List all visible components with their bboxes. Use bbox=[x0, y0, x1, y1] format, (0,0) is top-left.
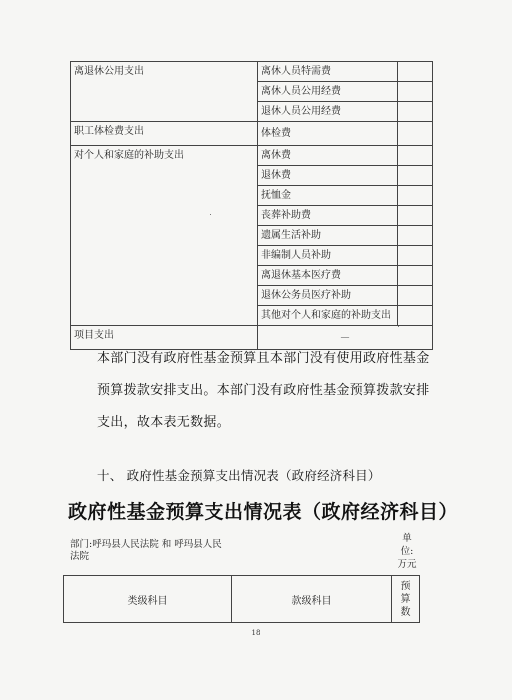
item-cell: 退休公务员医疗补助 bbox=[258, 286, 398, 306]
category-cell: 对个人和家庭的补助支出 bbox=[71, 146, 258, 326]
item-cell: 离休人员公用经费 bbox=[258, 82, 398, 102]
scan-speck bbox=[398, 326, 399, 327]
department-label: 部门:呼玛县人民法院 和 呼玛县人民法院 bbox=[70, 539, 222, 562]
value-cell bbox=[398, 146, 433, 166]
value-cell bbox=[398, 62, 433, 82]
item-cell: 丧葬补助费 bbox=[258, 206, 398, 226]
budget-header-text: 预算数 bbox=[400, 580, 411, 618]
page-number: 18 bbox=[251, 629, 261, 637]
item-cell: 离休人员特需费 bbox=[258, 62, 398, 82]
item-cell: 离退休基本医疗费 bbox=[258, 266, 398, 286]
item-cell: 退休人员公用经费 bbox=[258, 102, 398, 122]
category-cell: 职工体检费支出 bbox=[71, 122, 258, 146]
table-header-row bbox=[64, 576, 420, 623]
value-cell bbox=[398, 82, 433, 102]
item-cell: 离休费 bbox=[258, 146, 398, 166]
value-cell bbox=[398, 286, 433, 306]
section-heading: 十、 政府性基金预算支出情况表（政府经济科目） bbox=[97, 468, 381, 483]
scan-speck bbox=[210, 214, 211, 215]
paragraph-line: 本部门没有政府性基金预算且本部门没有使用政府性基金 bbox=[97, 351, 430, 366]
value-cell bbox=[398, 122, 433, 146]
fund-expenditure-table bbox=[63, 575, 420, 623]
value-cell bbox=[398, 166, 433, 186]
expenditure-table bbox=[70, 61, 433, 350]
column-header-budget bbox=[392, 576, 420, 623]
table-row bbox=[71, 146, 433, 166]
paragraph-line: 预算拨款安排支出。本部门没有政府性基金预算拨款安排 bbox=[97, 383, 430, 398]
item-cell: 体检费 bbox=[258, 122, 398, 146]
item-cell: 遗属生活补助 bbox=[258, 226, 398, 246]
category-cell: 离退休公用支出 bbox=[71, 62, 258, 122]
item-cell: 退休费 bbox=[258, 166, 398, 186]
item-cell: 抚恤金 bbox=[258, 186, 398, 206]
paragraph-line: 支出，故本表无数据。 bbox=[97, 415, 231, 430]
value-cell bbox=[398, 266, 433, 286]
table-title: 政府性基金预算支出情况表（政府经济科目） bbox=[68, 501, 459, 523]
value-cell bbox=[398, 306, 433, 326]
explanation-paragraph bbox=[97, 343, 430, 439]
project-expenditure-label: 项目支出 bbox=[71, 326, 258, 350]
project-expenditure-dash: — bbox=[258, 326, 433, 350]
table-row bbox=[71, 122, 433, 146]
item-cell: 其他对个人和家庭的补助支出 bbox=[258, 306, 398, 326]
item-cell: 非编制人员补助 bbox=[258, 246, 398, 266]
value-cell bbox=[398, 206, 433, 226]
column-header-category: 类级科目 bbox=[64, 576, 232, 623]
value-cell bbox=[398, 186, 433, 206]
column-header-subcategory: 款级科目 bbox=[232, 576, 392, 623]
unit-label: 单位:万元 bbox=[397, 533, 417, 570]
value-cell bbox=[398, 102, 433, 122]
value-cell bbox=[398, 246, 433, 266]
table-row bbox=[71, 62, 433, 82]
value-cell bbox=[398, 226, 433, 246]
